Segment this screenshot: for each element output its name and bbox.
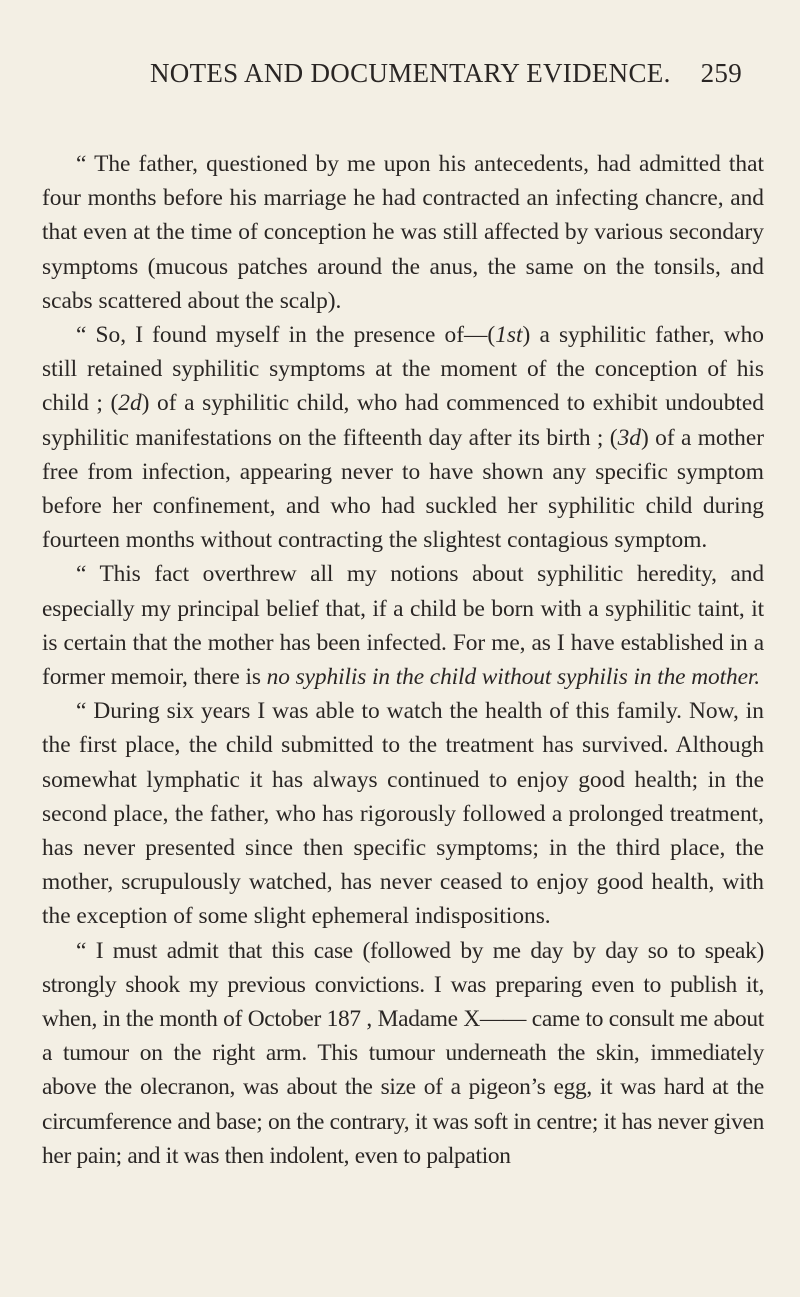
paragraph-father-antecedents: “ The father, questioned by me upon his antecedents, had admitted that four months before his marriage he had contracted an infecting chancre, and that even at the time of conception he was still affected by various secondary symptoms (mucous patches around the anus, the same on the tonsils, and scabs scattered about the scalp). [42,151,764,314]
paragraph-family-health: “ During six years I was able to watch the health of this family. Now, in the first place, the child submitted to the treatment has survived. Although somewhat lymphatic it has always continued to enjoy good health; in the second place, the father, who has rigorously followed a prolonged treatment, has never presented since then specific symptoms; in the third place, the mother, scrupulously watched, has never ceased to enjoy good health, with the exception of some slight ephemeral indispositions. [42,698,764,930]
body-text [42,147,764,1173]
ordinal-third: 3d [617,424,641,451]
text-run: “ This fact overthrew all my notions about syphilitic heredity, and especially my principal belief that, if a child be born with a syphilitic taint, it is certain that the mother has been infected. For me, as I have established in a former memoir, there is [42,561,764,691]
running-title: NOTES AND DOCUMENTARY EVIDENCE. [150,58,671,88]
ordinal-second: 2d [118,390,142,417]
text-run: ) of a syphilitic child, who had commenced to exhibit undoubted syphilitic manifestations on the fifteenth day after its birth ; ( [42,390,764,451]
paragraph-tumour-case: “ I must admit that this case (followed by me day by day so to speak) strongly shook my previous convictions. I was preparing even to publish it, when, in the month of October 187 , Madame X—— came to consult me about a tumour on the right arm. This tumour underneath the skin, immediately above the olecranon, was about the size of a pigeon’s egg, it was hard at the circumference and base; on the contrary, it was soft in centre; it has never given her pain; and it was then indolent, even to palpation [42,937,764,1169]
text-run: “ So, I found myself in the presence of—( [76,322,496,349]
text-run: ) of a mother free from infection, appearing never to have shown any specific symptom before her confinement, and who had suckled her syphilitic child during fourteen months without contracting the slightest contagious symptom. [42,424,764,554]
paragraph-heredity-notions [42,557,764,694]
ordinal-first: 1st [495,322,523,349]
text-run: ) a syphilitic father, who still retained syphilitic symptoms at the moment of the conception of his child ; ( [42,322,765,417]
emphasis-quote: no syphilis in the child without syphilis in the mother. [266,664,761,691]
page-number: 259 [700,58,742,88]
paragraph-case-summary [42,318,764,557]
